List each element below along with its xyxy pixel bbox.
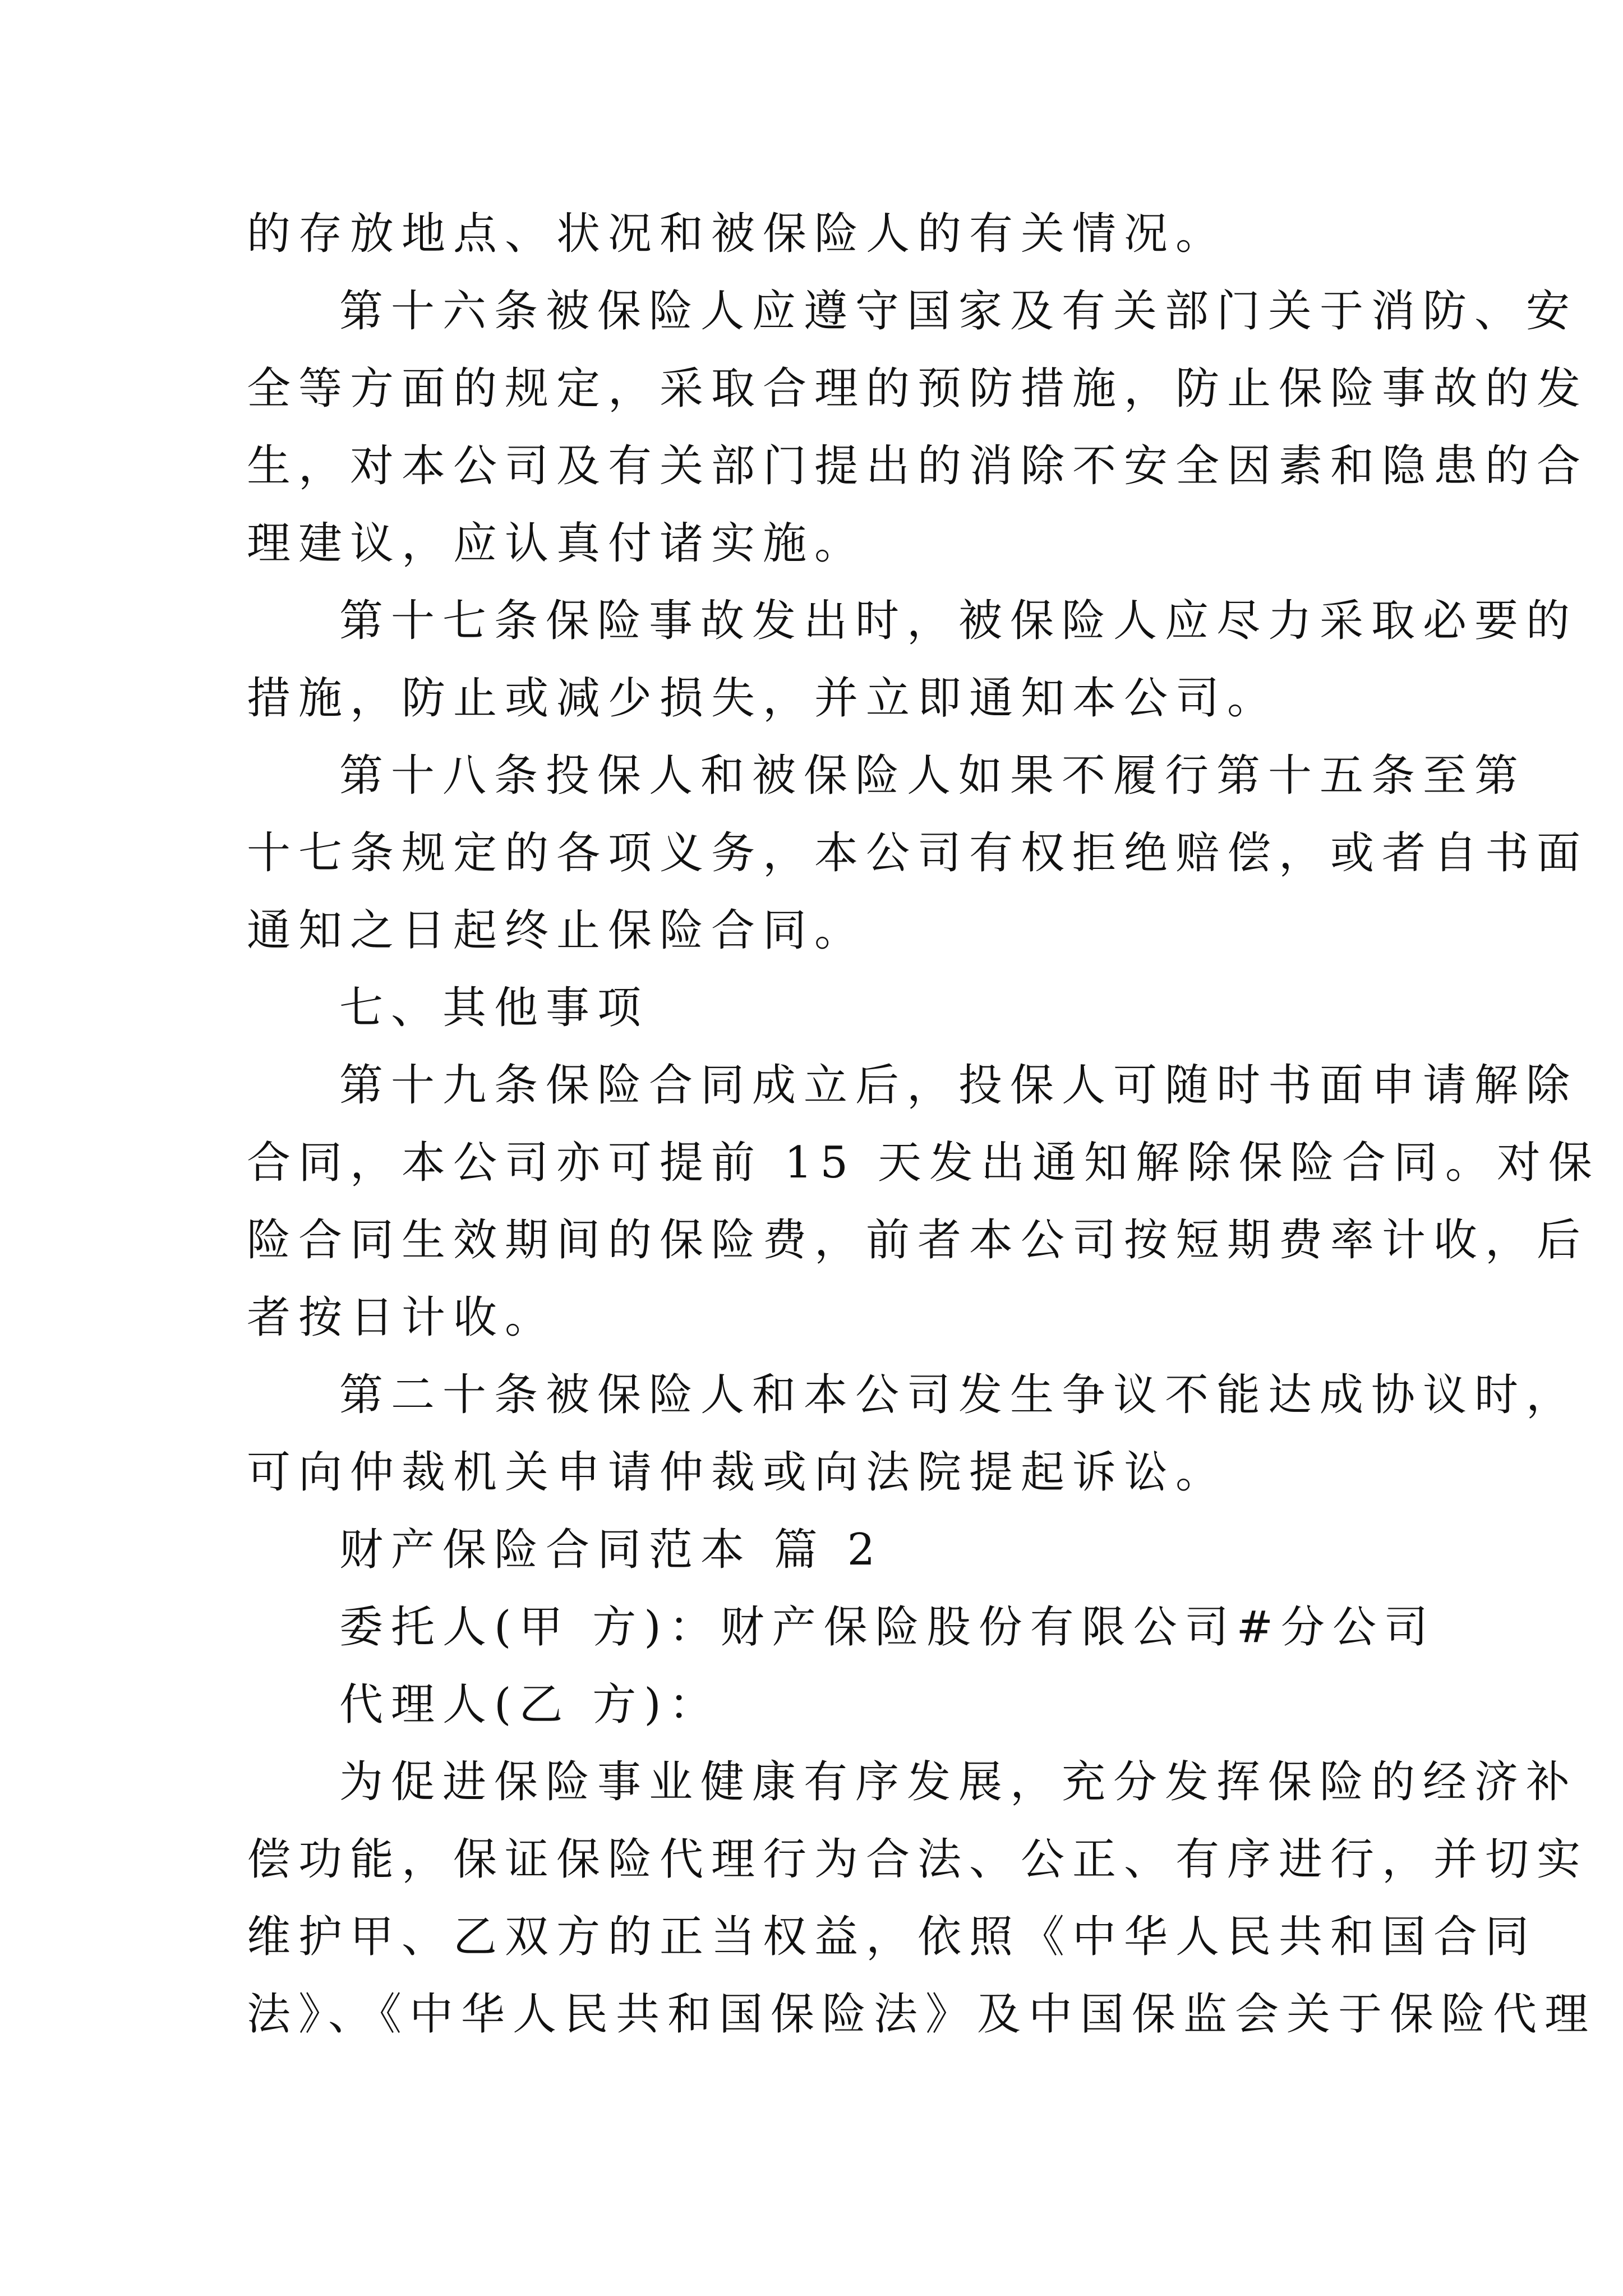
section-heading: 七、其他事项 xyxy=(339,983,649,1033)
text-line: 理建议，应认真付诸实施。 xyxy=(247,518,866,569)
section-heading: 财产保险合同范本 篇 2 xyxy=(339,1525,883,1575)
paragraph-line: 第十六条被保险人应遵守国家及有关部门关于消防、安 xyxy=(339,286,1578,337)
text-line: 措施，防止或减少损失，并立即通知本公司。 xyxy=(247,673,1279,724)
text-line: 合同，本公司亦可提前 15 天发出通知解除保险合同。对保 xyxy=(247,1138,1600,1188)
text-line: 生，对本公司及有关部门提出的消除不安全因素和隐患的合 xyxy=(247,441,1589,491)
text-line: 可向仲裁机关申请仲裁或向法院提起诉讼。 xyxy=(247,1447,1228,1498)
text-line: 维护甲、乙双方的正当权益，依照《中华人民共和国合同 xyxy=(247,1912,1537,1962)
paragraph-line: 委托人(甲 方)：财产保险股份有限公司#分公司 xyxy=(339,1602,1436,1653)
text-line: 十七条规定的各项义务，本公司有权拒绝赔偿，或者自书面 xyxy=(247,828,1589,878)
paragraph-line: 第二十条被保险人和本公司发生争议不能达成协议时， xyxy=(339,1370,1578,1420)
paragraph-line: 代理人(乙 方)： xyxy=(339,1680,721,1730)
paragraph-line: 第十八条投保人和被保险人如果不履行第十五条至第 xyxy=(339,751,1527,801)
text-line: 险合同生效期间的保险费，前者本公司按短期费率计收，后 xyxy=(247,1215,1589,1266)
paragraph-line: 第十七条保险事故发出时，被保险人应尽力采取必要的 xyxy=(339,596,1578,646)
text-line: 法》、《中华人民共和国保险法》及中国保监会关于保险代理 xyxy=(247,1989,1597,2040)
paragraph-line: 第十九条保险合同成立后，投保人可随时书面申请解除 xyxy=(339,1060,1578,1111)
text-line: 通知之日起终止保险合同。 xyxy=(247,905,866,956)
text-line: 者按日计收。 xyxy=(247,1292,557,1343)
paragraph-line: 为促进保险事业健康有序发展，充分发挥保险的经济补 xyxy=(339,1757,1578,1807)
text-line: 的存放地点、状况和被保险人的有关情况。 xyxy=(247,209,1228,259)
text-line: 全等方面的规定，采取合理的预防措施，防止保险事故的发 xyxy=(247,364,1589,414)
text-line: 偿功能，保证保险代理行为合法、公正、有序进行，并切实 xyxy=(247,1834,1589,1885)
